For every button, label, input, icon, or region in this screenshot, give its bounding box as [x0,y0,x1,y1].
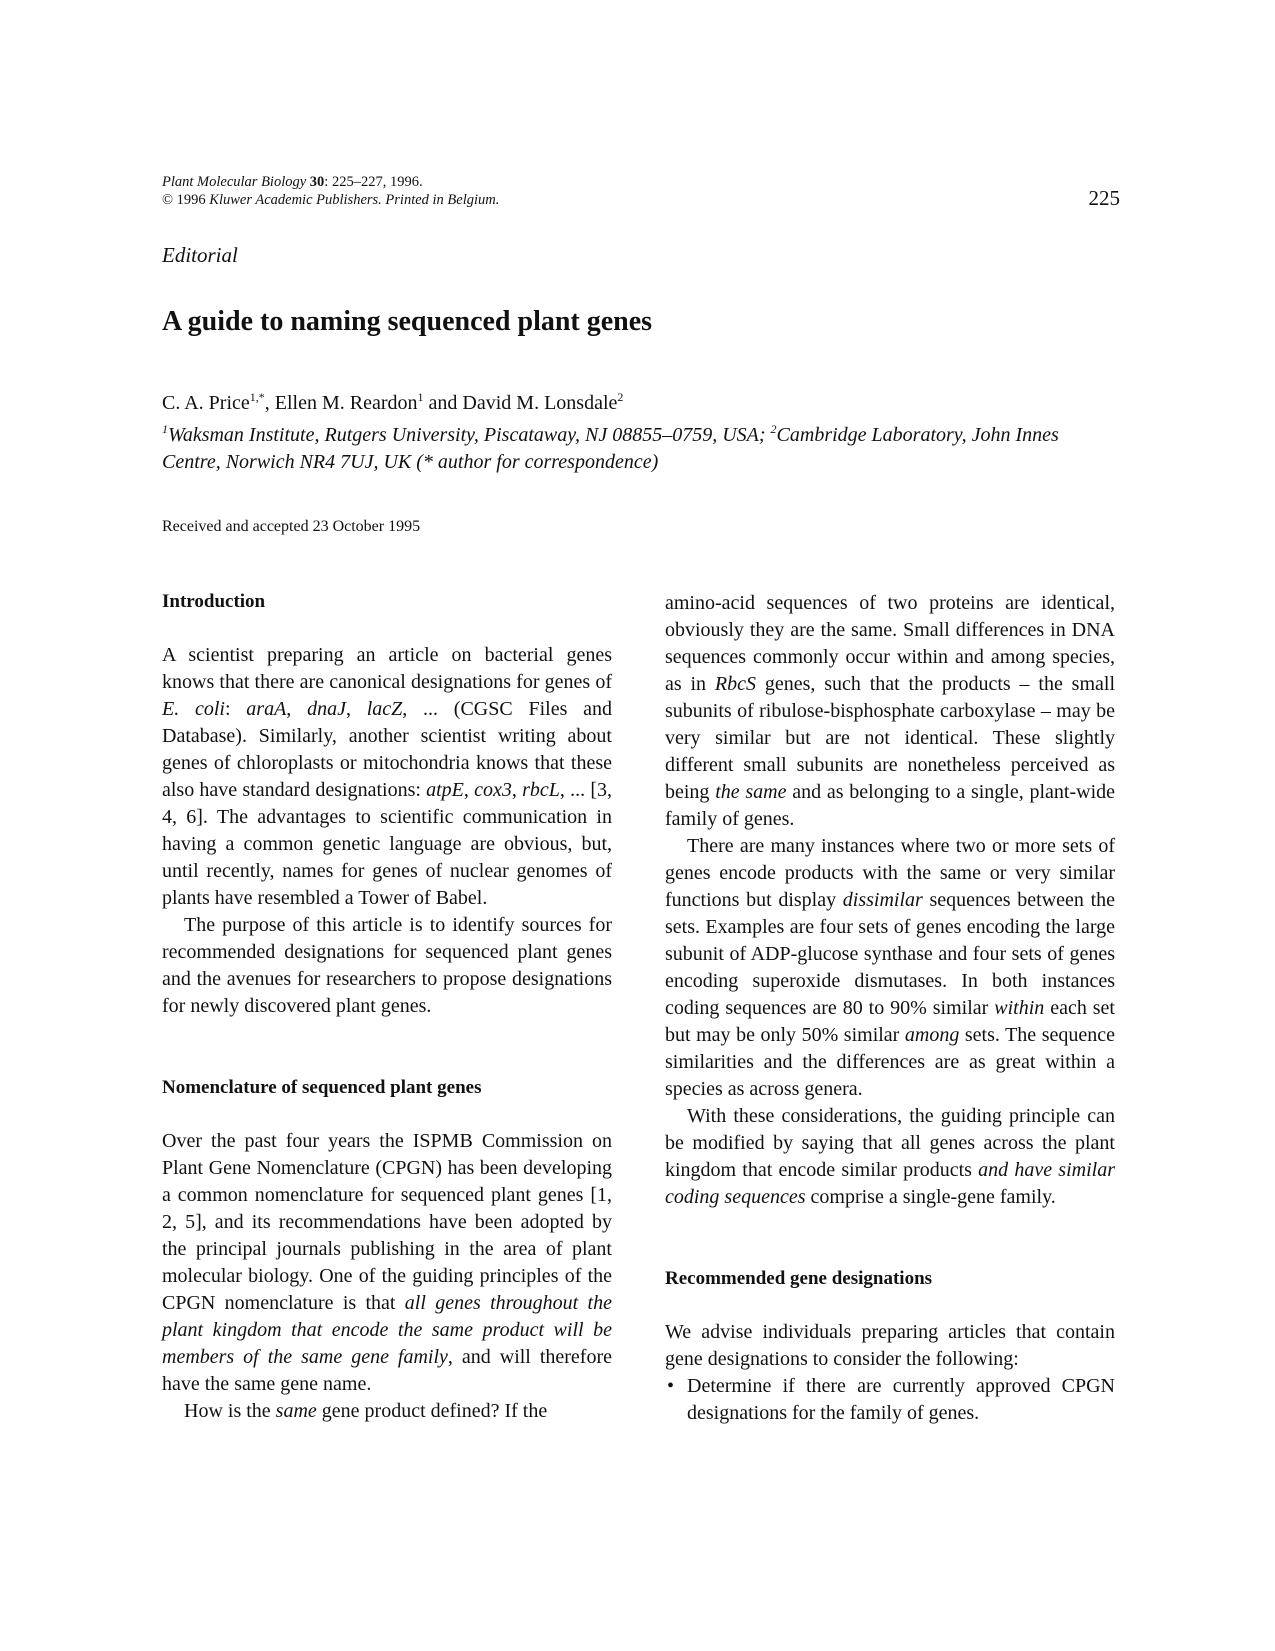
section-heading-recommended: Recommended gene designations [665,1268,933,1289]
recommendation-list [665,1373,1115,1427]
affil-text: Cambridge Laboratory, John Innes Centre, Norwich NR4 7UJ, UK ( [162,424,1059,473]
publisher-line: Kluwer Academic Publishers. Printed in Belgium. [209,192,500,208]
journal-volume: 30 [309,174,325,190]
received-date: Received and accepted 23 October 1995 [162,518,421,535]
journal-name: Plant Molecular Biology [162,174,307,190]
page-number: 225 [1088,186,1120,210]
author-name: C. A. Price [162,392,250,414]
list-item: • Determine if there are currently approved CPGN designations for the family of genes. [665,1373,1115,1427]
copyright-prefix: © 1996 [162,192,206,208]
correspondence-note: * author for correspondence) [422,451,659,473]
affil-sup: 2 [770,422,777,436]
section-label: Editorial [162,243,238,267]
journal-citation-line [162,173,499,191]
author-list [162,392,623,415]
journal-pages-year: : 225–227, 1996. [324,174,423,190]
paragraph: A scientist preparing an article on bacterial genes knows that there are canonical designations for genes of E. coli: araA, dnaJ, lacZ, ... (CGSC Files and Database). Similarly, another scientist writing about genes of chloroplasts or mitochondria knows that these also have standard designations: atpE, cox3, rbcL, ... [3, 4, 6]. The advantages to scientific communication in having a common genetic language are obvious, but, until recently, names for genes of nuclear genomes of plants have resembled a Tower of Babel. [162,644,612,909]
left-column [162,588,612,1425]
section-heading-introduction: Introduction [162,591,266,612]
paragraph: The purpose of this article is to identify sources for recommended designations for sequenced plant genes and the avenues for researchers to propose designations for newly discovered plant genes. [162,914,612,1017]
affil-sup: 1 [162,422,168,436]
copyright-line [162,191,499,209]
paragraph: How is the same gene product defined? If the [184,1400,548,1422]
section-heading-nomenclature: Nomenclature of sequenced plant genes [162,1077,482,1098]
author-sup: 1,* [249,390,265,404]
paragraph: With these considerations, the guiding principle can be modified by saying that all genes across the plant kingdom that encode similar products and have similar coding sequences comprise a single-gene family. [665,1105,1115,1208]
paragraph: We advise individuals preparing articles that contain gene designations to consider the following: [665,1321,1115,1370]
author-name: and David M. Lonsdale [423,392,618,414]
article-title: A guide to naming sequenced plant genes [162,306,653,337]
journal-citation [162,173,499,209]
paragraph: amino-acid sequences of two proteins are identical, obviously they are the same. Small differences in DNA sequences commonly occur within and among species, as in RbcS genes, such that the products – the small subunits of ribulose-bisphosphate carboxylase – may be very similar but are not identical. These slightly different small subunits are nonetheless perceived as being the same and as belonging to a single, plant-wide family of genes. [665,592,1115,830]
author-name: , Ellen M. Reardon [264,392,418,414]
author-sup: 1 [417,390,424,404]
affil-text: Waksman Institute, Rutgers University, Piscataway, NJ 08855–0759, USA; [168,424,771,446]
affiliations [162,422,1122,476]
author-sup: 2 [617,390,624,404]
right-column [665,590,1115,1427]
paragraph: Over the past four years the ISPMB Commission on Plant Gene Nomenclature (CPGN) has been developing a common nomenclature for sequenced plant genes [1, 2, 5], and its recommendations have been adopted by the principal journals publishing in the area of plant molecular biology. One of the guiding principles of the CPGN nomenclature is that all genes throughout the plant kingdom that encode the same product will be members of the same gene family, and will therefore have the same gene name. [162,1130,612,1395]
paragraph: There are many instances where two or more sets of genes encode products with the same or very similar functions but display dissimilar sequences between the sets. Examples are four sets of genes encoding the large subunit of ADP-glucose synthase and four sets of genes encoding superoxide dismutases. In both instances coding sequences are 80 to 90% similar within each set but may be only 50% similar among sets. The sequence similarities and the differences are as great within a species as across genera. [665,835,1115,1100]
